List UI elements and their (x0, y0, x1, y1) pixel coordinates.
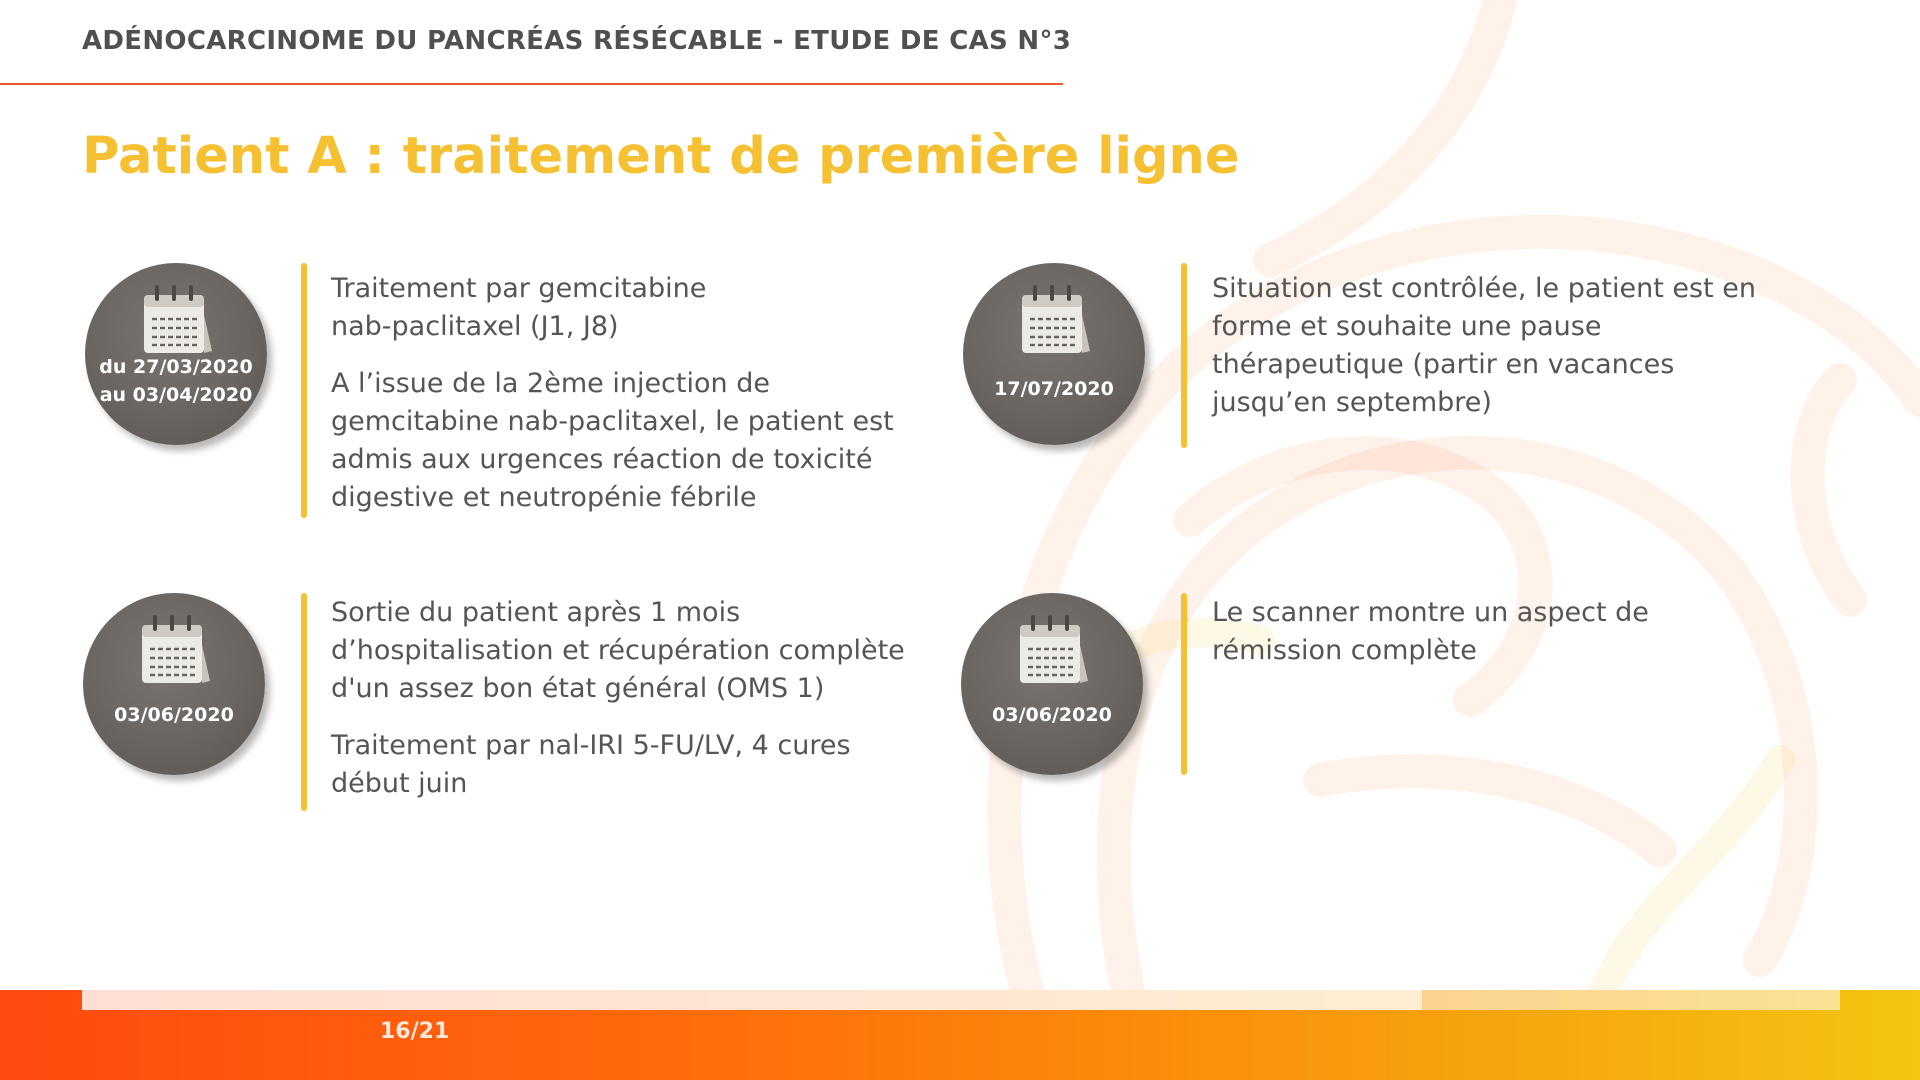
date-label: 03/06/2020 (992, 704, 1112, 726)
date-badge (85, 263, 267, 445)
accent-bar (1181, 593, 1187, 775)
calendar-icon (1018, 281, 1094, 359)
page-title: Patient A : traitement de première ligne (82, 127, 1240, 186)
date-badge (963, 263, 1145, 445)
accent-bar (301, 593, 307, 811)
date-label: 17/07/2020 (994, 378, 1114, 400)
progress-fill (82, 990, 1422, 1010)
entry-text: Traitement par gemcitabine nab-paclitaxel (J1, J8) A l’issue de la 2ème injection de gemcitabine nab-paclitaxel, le patient est admis aux urgences réaction de toxicité digestive et neutropénie fébrile (331, 273, 894, 513)
date-label: du 27/03/2020 au 03/04/2020 (99, 356, 253, 406)
entry-text: Sortie du patient après 1 mois d’hospitalisation et récupération complète d'un assez bon état général (OMS 1) Traitement par nal-IRI 5-FU/LV, 4 cures début juin (331, 597, 905, 799)
date-label: 03/06/2020 (114, 704, 234, 726)
date-badge (83, 593, 265, 775)
header-divider (0, 83, 1063, 85)
date-badge (961, 593, 1143, 775)
calendar-icon (1016, 611, 1092, 689)
calendar-icon (138, 611, 214, 689)
page-number: 16/21 (380, 1019, 450, 1044)
accent-bar (1181, 263, 1187, 448)
entry-text: Situation est contrôlée, le patient est en forme et souhaite une pause thérapeutique (partir en vacances jusqu’en septembre) (1212, 273, 1756, 418)
accent-bar (301, 263, 307, 518)
presentation-header-title: ADÉNOCARCINOME DU PANCRÉAS RÉSÉCABLE - ETUDE DE CAS N°3 (82, 26, 1072, 56)
calendar-icon (140, 281, 216, 359)
entry-text: Le scanner montre un aspect de rémission complète (1212, 597, 1649, 666)
